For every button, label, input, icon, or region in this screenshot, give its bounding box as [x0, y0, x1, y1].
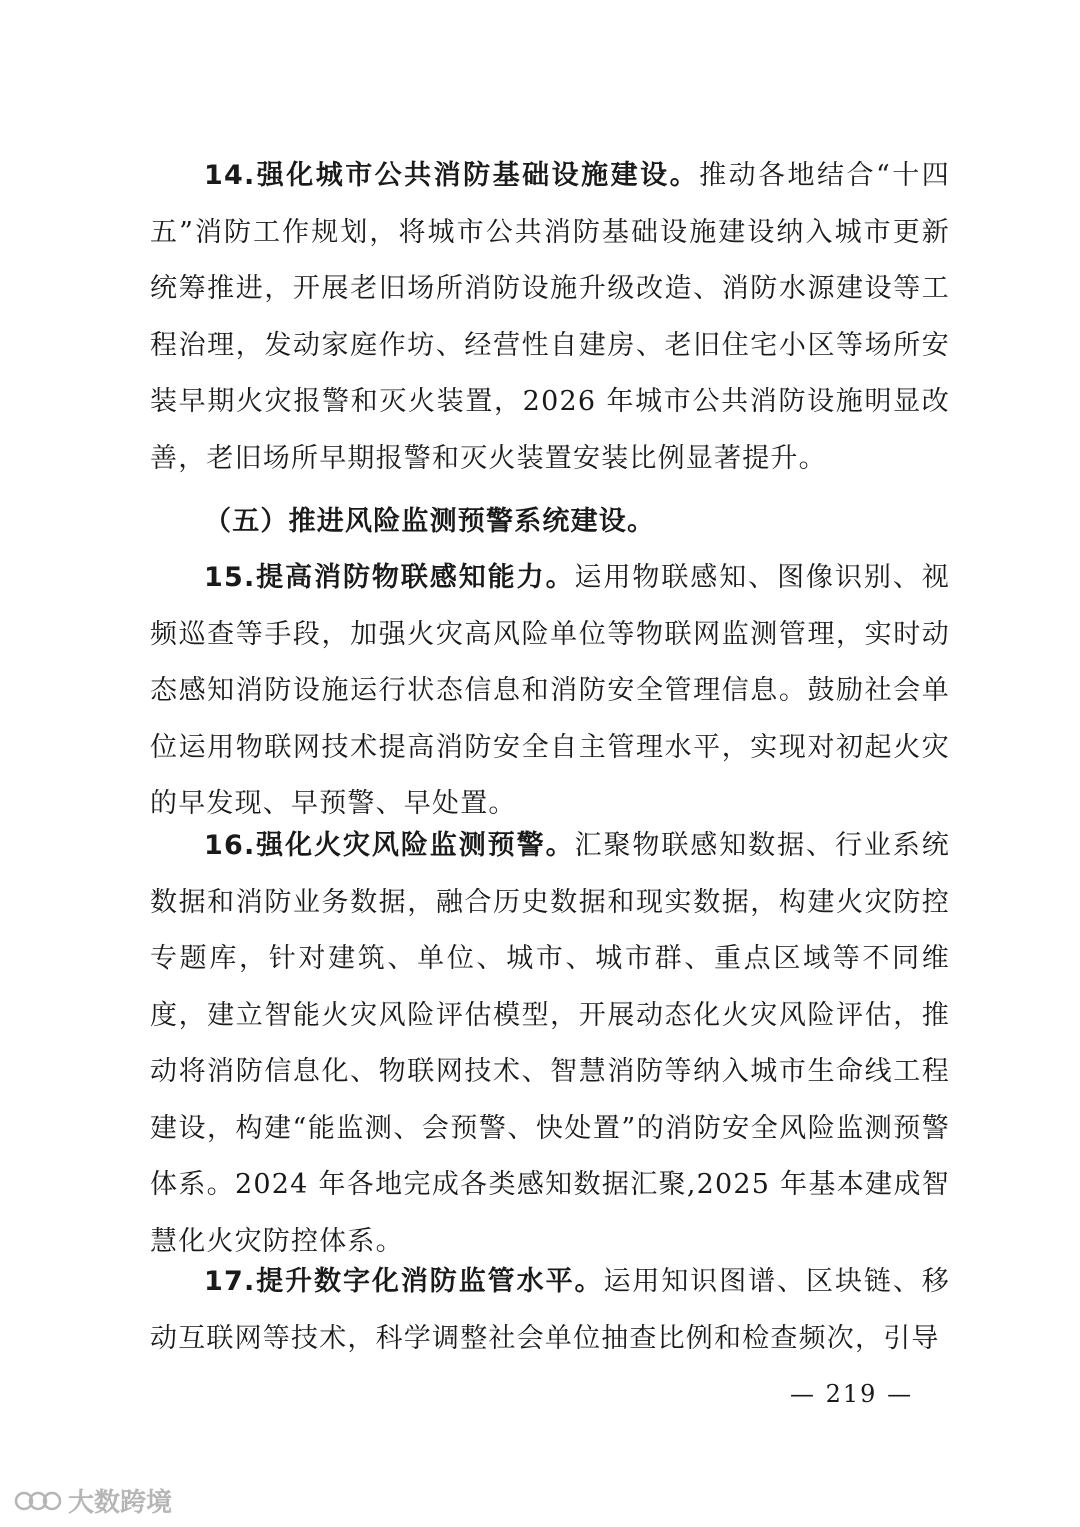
paragraph-16-lead: 16.强化火灾风险监测预警。 — [204, 830, 575, 861]
paragraph-17-body: 运用知识图谱、区块链、移动互联网等技术，科学调整社会单位抽查比例和检查频次，引导 — [150, 1266, 950, 1354]
watermark-logo-icon — [14, 1486, 62, 1516]
paragraph-16 — [150, 818, 950, 1270]
section-heading-5: （五）推进风险监测预警系统建设。 — [204, 506, 656, 537]
page-number: — 219 — — [790, 1380, 914, 1408]
paragraph-14 — [150, 148, 950, 487]
paragraph-15 — [150, 550, 950, 833]
paragraph-17 — [150, 1254, 950, 1367]
paragraph-14-lead: 14.强化城市公共消防基础设施建设。 — [204, 160, 700, 191]
paragraph-15-body: 运用物联感知、图像识别、视频巡查等手段，加强火灾高风险单位等物联网监测管理，实时动态感知消防设施运行状态信息和消防安全管理信息。鼓励社会单位运用物联网技术提高消防安全自主管理水平，实现对初起火灾的早发现、早预警、早处置。 — [150, 562, 950, 819]
paragraph-15-lead: 15.提高消防物联感知能力。 — [204, 562, 575, 593]
paragraph-16-body: 汇聚物联感知数据、行业系统数据和消防业务数据，融合历史数据和现实数据，构建火灾防控专题库，针对建筑、单位、城市、城市群、重点区域等不同维度，建立智能火灾风险评估模型，开展动态化火灾风险评估，推动将消防信息化、物联网技术、智慧消防等纳入城市生命线工程建设，构建“能监测、会预警、快处置”的消防安全风险监测预警体系。2024 年各地完成各类感知数据汇聚,2025 年基本建成智慧化火灾防控体系。 — [150, 830, 950, 1257]
paragraph-17-lead: 17.提升数字化消防监管水平。 — [204, 1266, 604, 1297]
paragraph-14-body: 推动各地结合“十四五”消防工作规划，将城市公共消防基础设施建设纳入城市更新统筹推进，开展老旧场所消防设施升级改造、消防水源建设等工程治理，发动家庭作坊、经营性自建房、老旧住宅小区等场所安装早期火灾报警和灭火装置，2026 年城市公共消防设施明显改善，老旧场所早期报警和灭火装置安装比例显著提升。 — [150, 160, 950, 474]
watermark — [14, 1482, 172, 1519]
watermark-text: 大数跨境 — [68, 1488, 173, 1518]
